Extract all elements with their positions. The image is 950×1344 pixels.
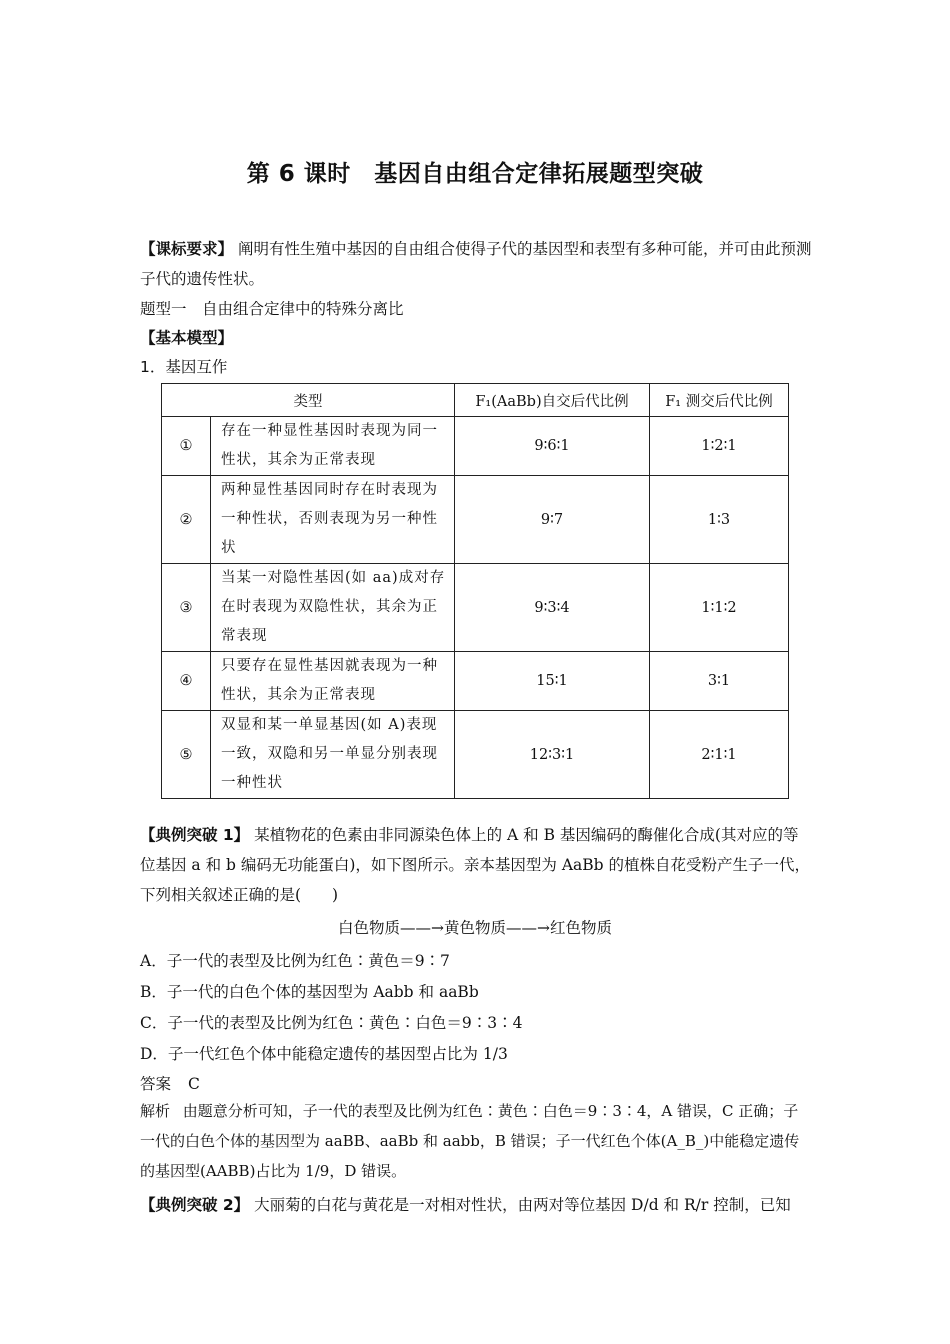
example-2-label: 【典例突破 2】 <box>140 1196 250 1214</box>
answer-line <box>140 1072 200 1094</box>
row-self-ratio: 9∶3∶4 <box>455 564 650 652</box>
answer-label: 答案 <box>140 1075 172 1093</box>
row-self-ratio: 15∶1 <box>455 652 650 711</box>
example-2-question <box>140 1193 791 1215</box>
example-1-question <box>140 820 812 910</box>
standard-label: 【课标要求】 <box>140 240 234 258</box>
row-description: 只要存在显性基因就表现为一种性状，其余为正常表现 <box>211 652 455 711</box>
answer-value: C <box>187 1075 200 1093</box>
item-heading: 1．基因互作 <box>140 358 228 376</box>
table-row <box>162 564 789 652</box>
example-1-text: 某植物花的色素由非同源染色体上的 A 和 B 基因编码的酶催化合成(其对应的等位基因 a 和 b 编码无功能蛋白)，如下图所示。亲本基因型为 AaBb 的植株自花受粉产生子一代，下列相关叙述正确的是( ) <box>140 826 811 904</box>
pigment-pathway: 白色物质——→黄色物质——→红色物质 <box>338 919 612 937</box>
row-self-ratio: 12∶3∶1 <box>455 711 650 799</box>
basic-model-heading: 【基本模型】 <box>140 329 234 347</box>
topic-heading: 题型一 自由组合定律中的特殊分离比 <box>140 300 404 318</box>
analysis-label: 解析 <box>140 1102 171 1120</box>
table-row <box>162 476 789 564</box>
option-a: A．子一代的表型及比例为红色∶黄色＝9∶7 <box>140 952 450 970</box>
analysis-block <box>140 1096 812 1186</box>
row-number: ⑤ <box>162 711 211 799</box>
row-number: ④ <box>162 652 211 711</box>
row-number: ① <box>162 417 211 476</box>
table-header-row <box>162 384 789 417</box>
header-test: F₁ 测交后代比例 <box>650 384 789 417</box>
header-type: 类型 <box>162 384 455 417</box>
row-description: 双显和某一单显基因(如 A)表现一致，双隐和另一单显分别表现一种性状 <box>211 711 455 799</box>
gene-interaction-table <box>161 383 789 799</box>
row-test-ratio: 3∶1 <box>650 652 789 711</box>
row-test-ratio: 1∶1∶2 <box>650 564 789 652</box>
row-test-ratio: 1∶2∶1 <box>650 417 789 476</box>
row-test-ratio: 1∶3 <box>650 476 789 564</box>
row-description: 当某一对隐性基因(如 aa)成对存在时表现为双隐性状，其余为正常表现 <box>211 564 455 652</box>
row-description: 存在一种显性基因时表现为同一性状，其余为正常表现 <box>211 417 455 476</box>
row-self-ratio: 9∶6∶1 <box>455 417 650 476</box>
standard-text: 阐明有性生殖中基因的自由组合使得子代的基因型和表型有多种可能，并可由此预测子代的遗传性状。 <box>140 240 812 288</box>
row-test-ratio: 2∶1∶1 <box>650 711 789 799</box>
option-c: C．子一代的表型及比例为红色∶黄色∶白色＝9∶3∶4 <box>140 1014 523 1032</box>
curriculum-standard <box>140 234 812 294</box>
table-row <box>162 417 789 476</box>
table-row <box>162 711 789 799</box>
row-description: 两种显性基因同时存在时表现为一种性状，否则表现为另一种性状 <box>211 476 455 564</box>
option-b: B．子一代的白色个体的基因型为 Aabb 和 aaBb <box>140 983 479 1001</box>
table-row <box>162 652 789 711</box>
analysis-text: 由题意分析可知，子一代的表型及比例为红色∶黄色∶白色＝9∶3∶4，A 错误，C 正确；子一代的白色个体的基因型为 aaBB、aaBb 和 aabb，B 错误；子一代红色个体(A_B_)中能稳定遗传的基因型(AABB)占比为 1/9，D 错误。 <box>140 1102 800 1180</box>
example-2-text: 大丽菊的白花与黄花是一对相对性状，由两对等位基因 D/d 和 R/r 控制，已知 <box>254 1196 791 1214</box>
example-1-label: 【典例突破 1】 <box>140 826 250 844</box>
header-self: F₁(AaBb)自交后代比例 <box>455 384 650 417</box>
row-number: ② <box>162 476 211 564</box>
row-self-ratio: 9∶7 <box>455 476 650 564</box>
option-d: D．子一代红色个体中能稳定遗传的基因型占比为 1/3 <box>140 1045 508 1063</box>
row-number: ③ <box>162 564 211 652</box>
page-title: 第 6 课时 基因自由组合定律拓展题型突破 <box>246 161 704 187</box>
